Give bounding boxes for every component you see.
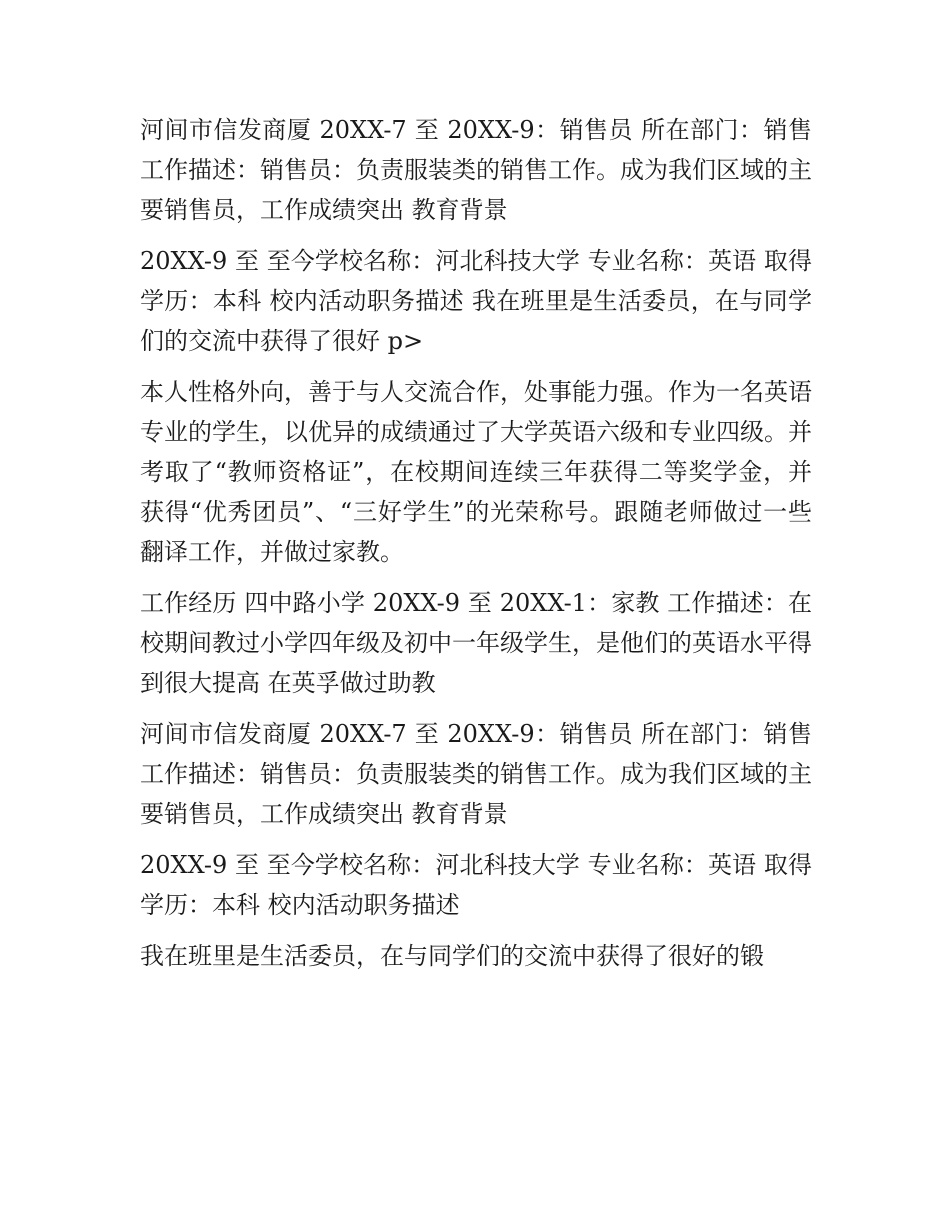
paragraph-work-experience-sales: 河间市信发商厦 20XX-7 至 20XX-9：销售员 所在部门：销售 工作描述：销售员：负责服装类的销售工作。成为我们区域的主要销售员，工作成绩突出 教育背景 — [140, 116, 812, 224]
paragraph-campus-activity: 我在班里是生活委员，在与同学们的交流中获得了很好的锻 — [140, 942, 764, 970]
paragraph-education-background-repeat: 20XX-9 至 至今学校名称：河北科技大学 专业名称：英语 取得学历：本科 校内活动职务描述 — [140, 851, 812, 919]
paragraph-work-experience-sales-repeat: 河间市信发商厦 20XX-7 至 20XX-9：销售员 所在部门：销售 工作描述：销售员：负责服装类的销售工作。成为我们区域的主要销售员，工作成绩突出 教育背景 — [140, 720, 812, 828]
paragraph-work-experience-tutor: 工作经历 四中路小学 20XX-9 至 20XX-1：家教 工作描述：在校期间教过小学四年级及初中一年级学生，是他们的英语水平得到很大提高 在英孚做过助教 — [140, 589, 812, 697]
document-body — [140, 110, 812, 976]
paragraph-self-evaluation: 本人性格外向，善于与人交流合作，处事能力强。作为一名英语专业的学生，以优异的成绩通过了大学英语六级和专业四级。并考取了“教师资格证”，在校期间连续三年获得二等奖学金，并获得“优秀团员”、“三好学生”的光荣称号。跟随老师做过一些翻译工作，并做过家教。 — [140, 378, 812, 566]
paragraph-education-background: 20XX-9 至 至今学校名称：河北科技大学 专业名称：英语 取得学历：本科 校内活动职务描述 我在班里是生活委员，在与同学们的交流中获得了很好 p> — [140, 247, 812, 355]
